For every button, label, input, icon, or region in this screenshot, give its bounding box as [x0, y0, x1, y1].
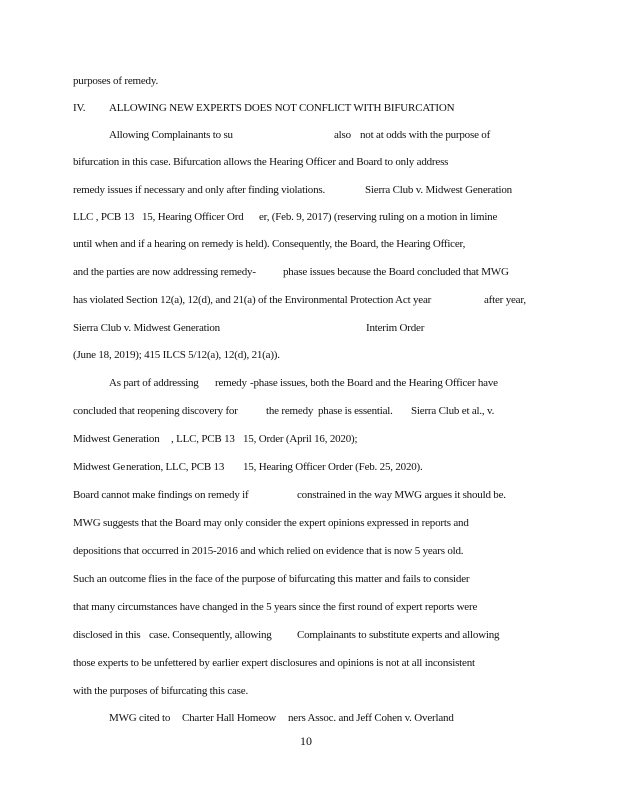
text-line: MWG suggests that the Board may only consider the expert opinions expressed in reports and — [73, 517, 469, 529]
text-line: Allowing Complainants to su also not at odds with the purpose of — [109, 129, 491, 141]
text-line: with the purposes of bifurcating this case. — [73, 685, 248, 697]
citation-line: Midwest Ge neration, LLC, PCB 13 15, Hearing Officer Order (Feb. 25, 2020). — [73, 461, 423, 473]
text-line: and the parties are now addressing remedy- phase issues because the Board concluded that MWG — [73, 266, 509, 278]
text-line: concluded that reopening discovery for the remedy phase is essential. Sierra Club et al., v. — [73, 405, 495, 417]
citation-line: Sierra Club v. Midwest Generation Interim Order — [73, 322, 425, 334]
text-line: As part of addressing remedy -phase issues, both the Board and the Hearing Officer have — [109, 377, 498, 389]
text-line: bifurcation in this case. Bifurcation allows the Hearing Officer and Board to only address — [73, 156, 449, 168]
text-line: MWG cited to Charter Hall Homeow ners Assoc. and Jeff Cohen v. Overland — [109, 712, 454, 724]
text-line: that many circumstances have changed in the 5 years since the first round of expert reports were — [73, 601, 478, 613]
text-line: those experts to be unfettered by earlier expert disclosures and opinions is not at all inconsistent — [73, 657, 475, 669]
text-line: LLC , PCB 13 15, Hearing Officer Ord er, (Feb. 9, 2017) (reserving ruling on a motion in limine — [73, 211, 498, 223]
page-number: 10 — [300, 734, 312, 748]
citation-line: Midwest Generation , LLC, PCB 13 15, Order (April 16, 2020); — [73, 433, 358, 445]
text-line: Such an outcome flies in the face of the purpose of bifurcating this matter and fails to consider — [73, 573, 470, 585]
text-line: Board cannot make findings on remedy if constrained in the way MWG argues it should be. — [73, 489, 506, 501]
text-line: depositions that occurred in 2015-2016 and which relied on evidence that is now 5 years old. — [73, 545, 464, 557]
text-line: disclosed in this case. Consequently, allowing Complainants to substitute experts and allowing — [73, 629, 500, 641]
citation-line: (June 18, 2019); 415 ILCS 5/12(a), 12(d), 21(a)). — [73, 349, 280, 361]
text-line: has violated Section 12(a), 12(d), and 21(a) of the Environmental Protection Act year after year, — [73, 294, 526, 306]
text-line: until when and if a hearing on remedy is held). Consequently, the Board, the Hearing Officer, — [73, 238, 466, 250]
text-line: remedy issues if necessary and only after finding violations. Sierra Club v. Midwest Generation — [73, 184, 512, 196]
text-line: purposes of remedy. — [73, 75, 158, 87]
section-heading: IV. ALLOWING NEW EXPERTS DOES NOT CONFLICT WITH BIFURCATION — [73, 102, 455, 114]
